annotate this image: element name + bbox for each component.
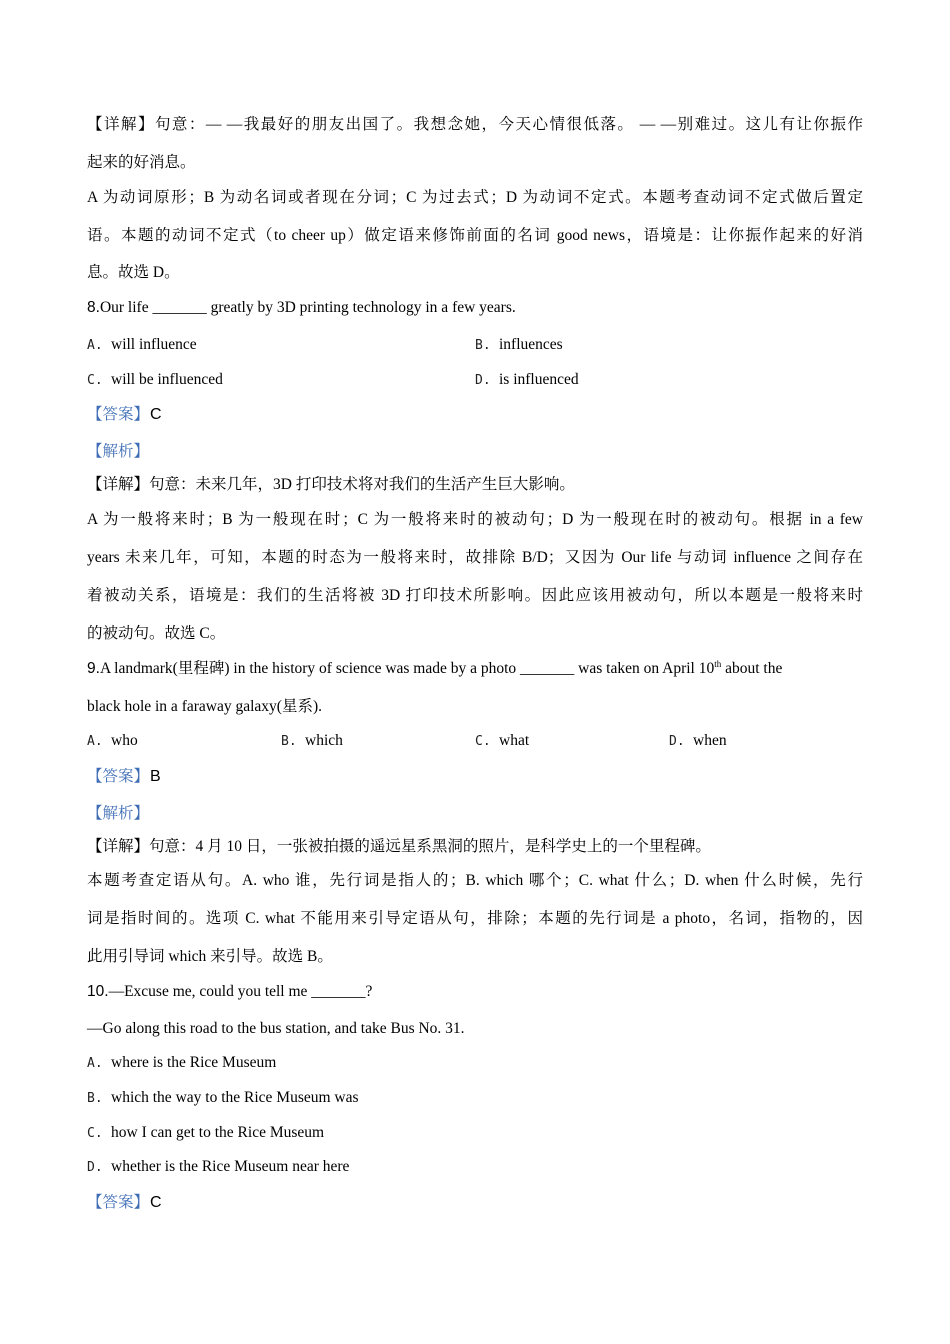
option-label: B. [87,1091,103,1106]
question-text: A landmark(里程碑) in the history of science was made by a photo _______ was taken on April 10 [99,660,715,677]
option-text: is influenced [499,371,579,388]
option-label: A. [87,1056,103,1071]
detail-line: A 为一般将来时；B 为一般现在时；C 为一般将来时的被动句；D 为一般现在时的被动句。根据 in a few [87,511,863,528]
question-number: 8. [87,299,100,316]
answer-tag: 【答案】 [87,405,150,423]
option-c [87,369,223,391]
detail-line: years 未来几年，可知，本题的时态为一般将来时，故排除 B/D；又因为 Our life 与动词 influence 之间存在 [87,549,863,566]
option-text: how I can get to the Rice Museum [111,1124,325,1141]
option-d [669,730,727,752]
option-b [281,730,343,752]
detail-line: 【详解】句意：4 月 10 日，一张被拍摄的遥远星系黑洞的照片，是科学史上的一个里程碑。 [87,838,711,855]
ordinal-suffix: th [714,658,722,669]
option-text: when [693,732,727,749]
option-a [87,1052,276,1074]
detail-line: 【详解】句意：— —我最好的朋友出国了。我想念她，今天心情很低落。 — —别难过。这儿有让你振作 [87,116,863,133]
analysis-line [87,440,863,462]
option-label: C. [87,1126,103,1141]
option-label: B. [281,734,297,749]
question-text: —Excuse me, could you tell me _______? [108,983,373,1000]
option-label: D. [87,1160,103,1175]
option-a [87,730,138,752]
analysis-tag: 【解析】 [87,804,150,822]
option-a [87,334,197,356]
question-number: 10. [87,983,109,1000]
answer-line [87,1191,863,1213]
option-label: D. [475,373,491,388]
detail-line: A 为动词原形；B 为动名词或者现在分词；C 为过去式；D 为动词不定式。本题考查动词不定式做后置定 [87,189,863,206]
option-label: D. [669,734,685,749]
question-10-stem [87,981,863,1003]
detail-line: 语。本题的动词不定式（to cheer up）做定语来修饰前面的名词 good news，语境是：让你振作起来的好消 [87,227,863,244]
option-b [87,1087,359,1109]
answer-line [87,765,863,787]
question-10-reply: —Go along this road to the bus station, and take Bus No. 31. [87,1020,465,1037]
answer-tag: 【答案】 [87,1193,150,1211]
answer-value: C [150,1194,162,1211]
question-8-stem [87,297,863,319]
option-label: A. [87,338,103,353]
analysis-tag: 【解析】 [87,442,150,460]
answer-line [87,403,863,425]
question-text: Our life _______ greatly by 3D printing technology in a few years. [99,299,516,316]
option-c [475,730,529,752]
question-number: 9. [87,660,100,677]
option-text: which [305,732,343,749]
option-d [87,1156,349,1178]
detail-line: 的被动句。故选 C。 [87,625,226,642]
option-label: B. [475,338,491,353]
detail-line: 【详解】句意：未来几年，3D 打印技术将对我们的生活产生巨大影响。 [87,476,575,493]
option-text: where is the Rice Museum [111,1054,277,1071]
detail-line: 起来的好消息。 [87,154,196,171]
option-c [87,1122,324,1144]
analysis-line [87,802,863,824]
option-text: who [111,732,138,749]
question-9-stem-continued: black hole in a faraway galaxy(星系). [87,698,322,715]
detail-line: 本题考查定语从句。A. who 谁，先行词是指人的；B. which 哪个；C. what 什么；D. when 什么时候，先行 [87,872,863,889]
option-text: what [499,732,530,749]
option-label: C. [475,734,491,749]
answer-value: C [150,406,162,423]
option-b [475,334,563,356]
answer-value: B [150,768,161,785]
answer-tag: 【答案】 [87,767,150,785]
detail-line: 着被动关系，语境是：我们的生活将被 3D 打印技术所影响。因此应该用被动句，所以本题是一般将来时 [87,587,863,604]
question-9-stem [87,658,863,680]
detail-line: 此用引导词 which 来引导。故选 B。 [87,948,333,965]
option-label: C. [87,373,103,388]
question-text: about the [721,660,783,677]
detail-line: 词是指时间的。选项 C. what 不能用来引导定语从句，排除；本题的先行词是 a photo，名词，指物的，因 [87,910,863,927]
detail-line: 息。故选 D。 [87,264,180,281]
option-text: which the way to the Rice Museum was [111,1089,359,1106]
option-text: whether is the Rice Museum near here [111,1158,350,1175]
option-text: will influence [111,336,197,353]
option-d [475,369,579,391]
option-label: A. [87,734,103,749]
option-text: influences [499,336,563,353]
option-text: will be influenced [111,371,223,388]
